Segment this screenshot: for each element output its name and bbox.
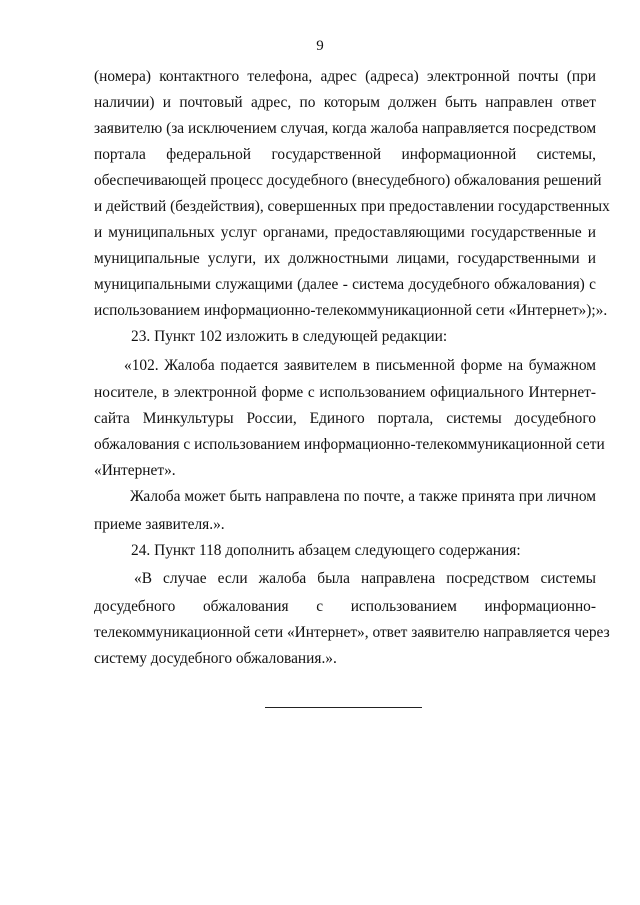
- text-line: муниципальные услуги, их должностными лицами, государственными и: [94, 250, 596, 267]
- text-line: муниципальными служащими (далее - система досудебного обжалования) с: [94, 276, 596, 293]
- text-line: носителе, в электронной форме с использованием официального Интернет-: [94, 384, 596, 401]
- text-line: (номера) контактного телефона, адрес (адреса) электронной почты (при: [94, 68, 596, 85]
- text-line: телекоммуникационной сети «Интернет», ответ заявителю направляется через: [94, 624, 610, 641]
- text-line: и муниципальных услуг органами, предоставляющими государственные и: [94, 224, 596, 241]
- text-line: приеме заявителя.».: [94, 516, 225, 533]
- paragraph-24-heading: 24. Пункт 118 дополнить абзацем следующего содержания:: [131, 542, 521, 559]
- text-line: «В случае если жалоба была направлена посредством системы: [134, 570, 596, 587]
- paragraph-23-heading: 23. Пункт 102 изложить в следующей редакции:: [131, 328, 448, 345]
- body-text: [94, 64, 610, 672]
- text-line: «Интернет».: [94, 462, 176, 479]
- text-line: портала федеральной государственной информационной системы,: [94, 146, 596, 163]
- text-line: обеспечивающей процесс досудебного (внесудебного) обжалования решений: [94, 172, 602, 189]
- text-line: наличии) и почтовый адрес, по которым должен быть направлен ответ: [94, 94, 596, 111]
- text-line: и действий (бездействия), совершенных при предоставлении государственных: [94, 198, 610, 215]
- text-line: использованием информационно-телекоммуникационной сети «Интернет»);».: [94, 302, 608, 319]
- text-line: сайта Минкультуры России, Единого портала, системы досудебного: [94, 410, 596, 427]
- text-line: заявителю (за исключением случая, когда жалоба направляется посредством: [94, 120, 597, 137]
- text-line: систему досудебного обжалования.».: [94, 650, 337, 667]
- separator-line: [265, 707, 422, 708]
- page-number: 9: [316, 38, 324, 54]
- text-line: «102. Жалоба подается заявителем в письменной форме на бумажном: [124, 357, 596, 374]
- text-line: досудебного обжалования с использованием информационно-: [94, 598, 596, 615]
- text-line: Жалоба может быть направлена по почте, а также принята при личном: [130, 488, 596, 505]
- text-line: обжалования с использованием информационно-телекоммуникационной сети: [94, 436, 605, 453]
